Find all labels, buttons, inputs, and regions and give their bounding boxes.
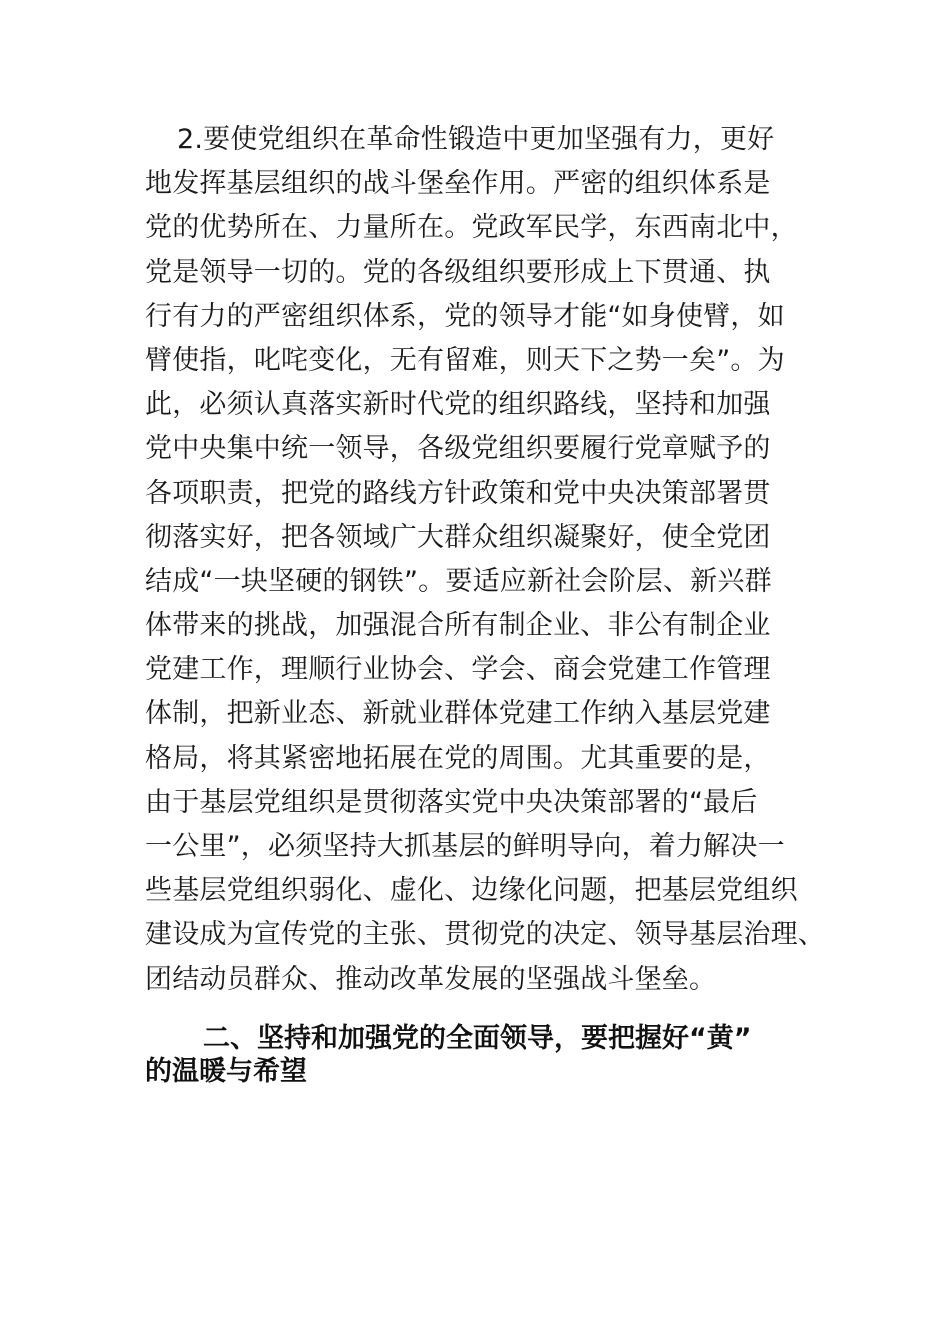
paragraph-line: 臂使指，叱咤变化，无有留难，则天下之势一矣”。为 bbox=[145, 344, 785, 376]
paragraph-line: 此，必须认真落实新时代党的组织路线，坚持和加强 bbox=[145, 389, 771, 421]
paragraph-line: 结成“一块坚硬的钢铁”。要适应新社会阶层、新兴群 bbox=[145, 565, 772, 597]
paragraph-line: 些基层党组织弱化、虚化、边缘化问题，把基层党组织 bbox=[145, 875, 798, 907]
paragraph-line: 彻落实好，把各领域广大群众组织凝聚好，使全党团 bbox=[145, 521, 771, 553]
paragraph-line: 由于基层党组织是贯彻落实党中央决策部署的“最后 bbox=[145, 786, 758, 818]
paragraph-line: 体制，把新业态、新就业群体党建工作纳入基层党建 bbox=[145, 698, 771, 730]
paragraph-line: 一公里”，必须坚持大抓基层的鲜明导向，着力解决一 bbox=[145, 831, 785, 862]
paragraph-line: 2.要使党组织在革命性锻造中更加坚强有力，更好 bbox=[177, 124, 775, 155]
paragraph-line: 党是领导一切的。党的各级组织要形成上下贯通、执 bbox=[145, 256, 771, 288]
body-paragraph bbox=[145, 118, 865, 1002]
paragraph-line: 党中央集中统一领导，各级党组织要履行党章赋予的 bbox=[145, 433, 771, 465]
paragraph-line: 建设成为宣传党的主张、贯彻党的决定、领导基层治理、 bbox=[145, 919, 825, 951]
paragraph-line: 格局，将其紧密地拓展在党的周围。尤其重要的是， bbox=[145, 742, 771, 774]
paragraph-line: 行有力的严密组织体系，党的领导才能“如身使臂，如 bbox=[145, 300, 785, 332]
paragraph-line: 各项职责，把党的路线方针政策和党中央决策部署贯 bbox=[145, 477, 771, 509]
section-heading-line-1: 二、坚持和加强党的全面领导，要把握好“黄” bbox=[203, 1023, 752, 1054]
paragraph-line: 党的优势所在、力量所在。党政军民学，东西南北中， bbox=[145, 212, 798, 244]
section-heading bbox=[145, 1022, 845, 1088]
section-heading-line-2: 的温暖与希望 bbox=[145, 1056, 307, 1087]
paragraph-line: 地发挥基层组织的战斗堡垒作用。严密的组织体系是 bbox=[145, 168, 771, 200]
paragraph-line: 体带来的挑战，加强混合所有制企业、非公有制企业 bbox=[145, 610, 771, 642]
paragraph-line: 团结动员群众、推动改革发展的坚强战斗堡垒。 bbox=[145, 963, 717, 995]
paragraph-line: 党建工作，理顺行业协会、学会、商会党建工作管理 bbox=[145, 654, 771, 686]
